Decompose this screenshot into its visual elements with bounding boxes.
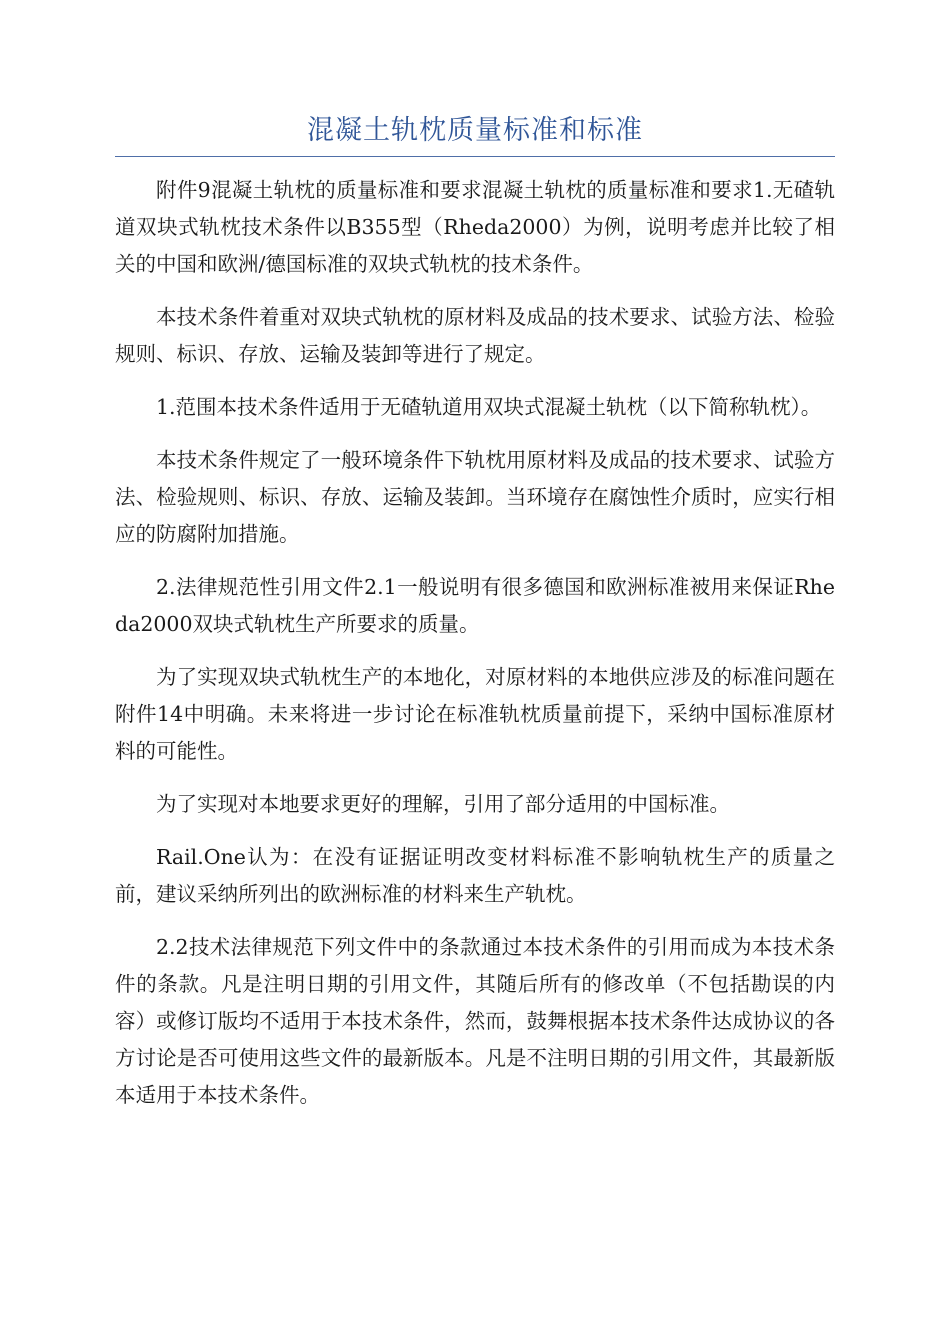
paragraph-3: 1.范围本技术条件适用于无碴轨道用双块式混凝土轨枕（以下简称轨枕）。	[156, 395, 822, 419]
paragraph-2: 本技术条件着重对双块式轨枕的原材料及成品的技术要求、试验方法、检验规则、标识、存放、运输及装卸等进行了规定。	[115, 305, 835, 366]
document-title: 混凝土轨枕质量标准和标准	[307, 115, 643, 146]
paragraph-1: 附件9混凝土轨枕的质量标准和要求混凝土轨枕的质量标准和要求1.无碴轨道双块式轨枕技术条件以B355型（Rheda2000）为例，说明考虑并比较了相关的中国和欧洲/德国标准的双块式轨枕的技术条件。	[115, 178, 835, 276]
paragraph-9: 2.2技术法律规范下列文件中的条款通过本技术条件的引用而成为本技术条件的条款。凡是注明日期的引用文件，其随后所有的修改单（不包括勘误的内容）或修订版均不适用于本技术条件，然而，鼓舞根据本技术条件达成协议的各方讨论是否可使用这些文件的最新版本。凡是不注明日期的引用文件，其最新版本适用于本技术条件。	[115, 935, 835, 1107]
paragraph-7: 为了实现对本地要求更好的理解，引用了部分适用的中国标准。	[156, 792, 730, 816]
paragraph-4: 本技术条件规定了一般环境条件下轨枕用原材料及成品的技术要求、试验方法、检验规则、标识、存放、运输及装卸。当环境存在腐蚀性介质时，应实行相应的防腐附加措施。	[115, 448, 835, 546]
title-block	[115, 112, 835, 157]
paragraph-5: 2.法律规范性引用文件2.1一般说明有很多德国和欧洲标准被用来保证Rheda2000双块式轨枕生产所要求的质量。	[115, 575, 835, 636]
paragraph-8: Rail.One认为：在没有证据证明改变材料标准不影响轨枕生产的质量之前，建议采纳所列出的欧洲标准的材料来生产轨枕。	[115, 845, 835, 906]
paragraph-6: 为了实现双块式轨枕生产的本地化，对原材料的本地供应涉及的标准问题在附件14中明确。未来将进一步讨论在标准轨枕质量前提下，采纳中国标准原材料的可能性。	[115, 665, 835, 763]
document-body	[115, 172, 835, 1130]
